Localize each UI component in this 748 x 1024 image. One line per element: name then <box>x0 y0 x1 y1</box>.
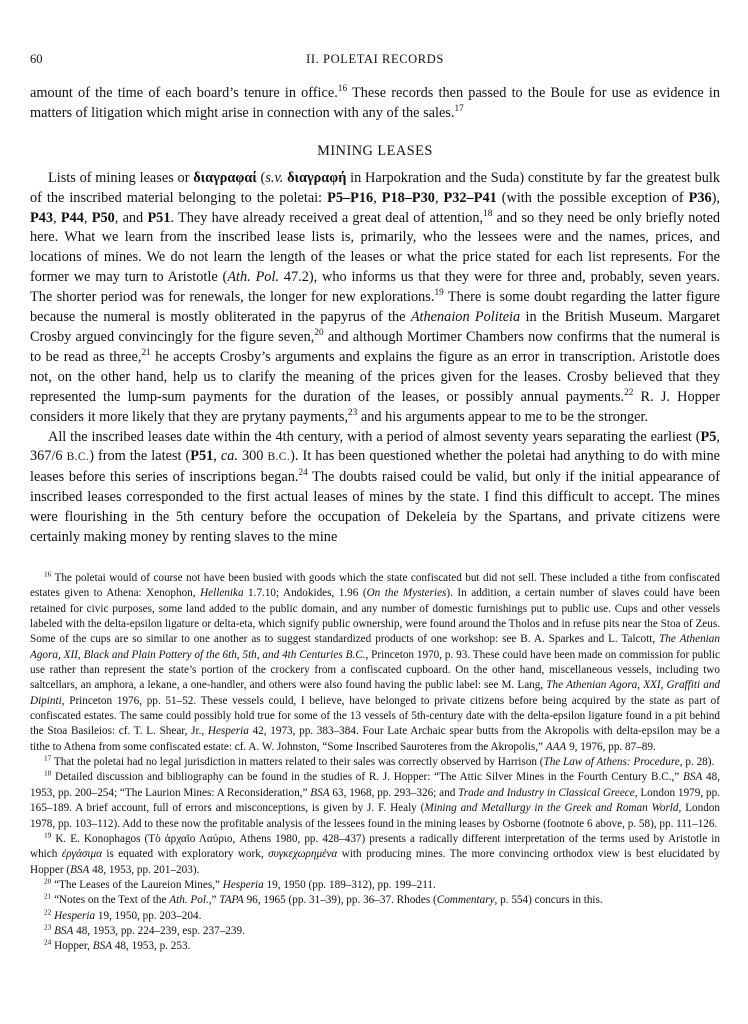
book-page <box>30 0 720 1024</box>
main-text <box>30 84 720 548</box>
footnote-ref-22[interactable]: 22 <box>624 387 634 398</box>
footnote-19: $^{19}$ K. E. Konophagos (Τὸ ἀρχαῖο Λαύριο, Athens 1980, pp. 428–437) presents a radically different interpretation of the terms used by Aristotle in which ἐργάσιμα is equated with exploratory work, συγκεχωρημένα with producing mines. The more convincing orthodox view is best elucidated by Hopper (BSA 48, 1953, pp. 201–203). <box>30 831 720 876</box>
running-title: II. POLETAI RECORDS <box>306 52 444 66</box>
footnote-ref-20[interactable]: 20 <box>314 328 324 339</box>
footnote-18: $^{18}$ Detailed discussion and bibliography can be found in the studies of R. J. Hopper: “The Attic Silver Mines in the Fourth Century B.C.,” BSA 48, 1953, pp. 200–254; “The Laurion Mines: A Reconsideration,” BSA 63, 1968, pp. 293–326; and Trade and Industry in Classical Greece, London 1979, pp. 165–189. A brief account, full of errors and misconceptions, is given by J. F. Healy (Mining and Metallurgy in the Greek and Roman World, London 1978, pp. 103–112). Add to these now the profitable analysis of the lessees found in the mining leases by Osborne (footnote 6 above, p. 58), pp. 111–126. <box>30 769 720 830</box>
footnote-17: $^{17}$ That the poletai had no legal jurisdiction in matters related to their sales was correctly observed by Harrison (The Law of Athens: Procedure, p. 28). <box>44 754 715 769</box>
footnote-21: $^{21}$ “Notes on the Text of the Ath. Pol.,” TAPA 96, 1965 (pp. 31–39), pp. 36–37. Rhodes (Commentary, p. 554) concurs in this. <box>44 892 603 907</box>
footnote-ref-21[interactable]: 21 <box>141 348 151 359</box>
intro-paragraph: amount of the time of each board’s tenure in office.$^{16}$ These records then passed to the Boule for use as evidence in matters of litigation which might arise in connection with any of the sales.$^{17}$ <box>30 84 720 121</box>
footnote-ref-23[interactable]: 23 <box>348 407 358 418</box>
footnote-ref-19[interactable]: 19 <box>434 288 444 299</box>
paragraph-dating: All the inscribed leases date within the 4th century, with a period of almost seventy years separating the earliest (P5, 367/6 B.C.) from the latest (P51, ca. 300 B.C.). It has been questioned whether the poletai had anything to do with mine leases before this series of inscriptions began.$^{24}$ The doubts raised could be valid, but only if the initial appearance of inscribed leases corresponded to the first actual leases of mines by the state. I find this difficult to accept. The mines were flourishing in the 5th century before the occupation of Dekeleia by the Spartans, and private citizens were certainly making money by renting slaves to the mine <box>30 428 720 546</box>
section-title: MINING LEASES <box>317 142 433 159</box>
footnote-22: $^{22}$ Hesperia 19, 1950, pp. 203–204. <box>44 907 202 922</box>
footnote-ref-24[interactable]: 24 <box>298 468 308 479</box>
footnote-ref-18[interactable]: 18 <box>483 208 493 219</box>
paragraph-mining-leases: Lists of mining leases or διαγραφαί (s.v. διαγραφή in Harpokration and the Suda) constitute by far the greatest bulk of the inscribed material belonging to the poletai: P5–P16, P18–P30, P32–P41 (with the possible exception of P36), P43, P44, P50, and P51. They have already received a great deal of attention,$^{18}$ and so they need be only briefly noted here. What we learn from the inscribed lease lists is, primarily, who the lessees were and the names, prices, and locations of mines. We do not learn the length of the leases or what the price stated for each list represents. For the former we may turn to Aristotle (Ath. Pol. 47.2), who informs us that they were for three and, probably, seven years. The shorter period was for renewals, the longer for new explorations.$^{19}$ There is some doubt regarding the latter figure because the numeral is mostly obliterated in the papyrus of the Athenaion Politeia in the British Museum. Margaret Crosby argued convincingly for the figure seven,$^{20}$ and although Mortimer Chambers now confirms that the numeral is to be read as three,$^{21}$ he accepts Crosby’s arguments and explains the figure as an error in transcription. Aristotle does not, on the other hand, help us to clarify the meaning of the prices given for the leases. Crosby believed that they represented the lump-sum payments for the duration of the leases, or possibly annual payments.$^{22}$ R. J. Hopper considers it more likely that they are prytany payments,$^{23}$ and his arguments appear to me to be the stronger. <box>30 169 720 425</box>
footnote-16: $^{16}$ The poletai would of course not have been busied with goods which the state confiscated but did not sell. These included a tithe from confiscated estates given to Athena: Xenophon, Hellenika 1.7.10; Andokides, 1.96 (On the Mysteries). In addition, a certain number of slaves could have been retained for civic purposes, some land added to the public domain, and any number of domestic furnishings put to public use. Cups and other vessels labeled with the delta-epsilon ligature or delta-eta, which signify public ownership, were found around the Tholos and in refuse pits near the Stoa of Zeus. Some of the cups are so similar to one another as to suggest standardized products of one workshop: see B. A. Sparkes and L. Talcott, The Athenian Agora, XII, Black and Plain Pottery of the 6th, 5th, and 4th Centuries B.C., Princeton 1970, p. 93. These could have been made on commission for public use rather than represent the state’s portion of the crockery from a confiscated cupboard. On the other hand, miscellaneous vessels, including two saltcellars, an amphora, a lekane, a one-handler, and others were also found having the public label: see M. Lang, The Athenian Agora, XXI, Graffiti and Dipinti, Princeton 1976, pp. 51–52. These vessels could, I believe, have belonged to private citizens before being acquired by the state as part of confiscated estates. The same could possibly hold true for some of the 13 vessels of 5th-century date with the delta-epsilon ligature found in a pit behind the Stoa Basileios: cf. T. L. Shear, Jr., Hesperia 42, 1973, pp. 383–384. Four Late Archaic spear butts from the Akropolis with delta-epsilon may be a tithe to Athena from some confiscated estate: cf. A. W. Johnston, “Some Inscribed Sauroteres from the Akropolis,” AAA 9, 1976, pp. 87–89. <box>30 570 720 753</box>
footnote-20: $^{20}$ “The Leases of the Laureion Mines,” Hesperia 19, 1950 (pp. 189–312), pp. 199–211. <box>44 877 436 891</box>
footnotes <box>30 571 720 955</box>
footnote-ref-16[interactable]: 16 <box>337 84 348 95</box>
page-number: 60 <box>30 52 43 66</box>
footnote-24: $^{24}$ Hopper, BSA 48, 1953, p. 253. <box>44 938 191 953</box>
footnote-23: $^{23}$ BSA 48, 1953, pp. 224–239, esp. 237–239. <box>44 923 245 937</box>
footnote-ref-17[interactable]: 17 <box>454 104 464 115</box>
running-header <box>30 52 720 70</box>
